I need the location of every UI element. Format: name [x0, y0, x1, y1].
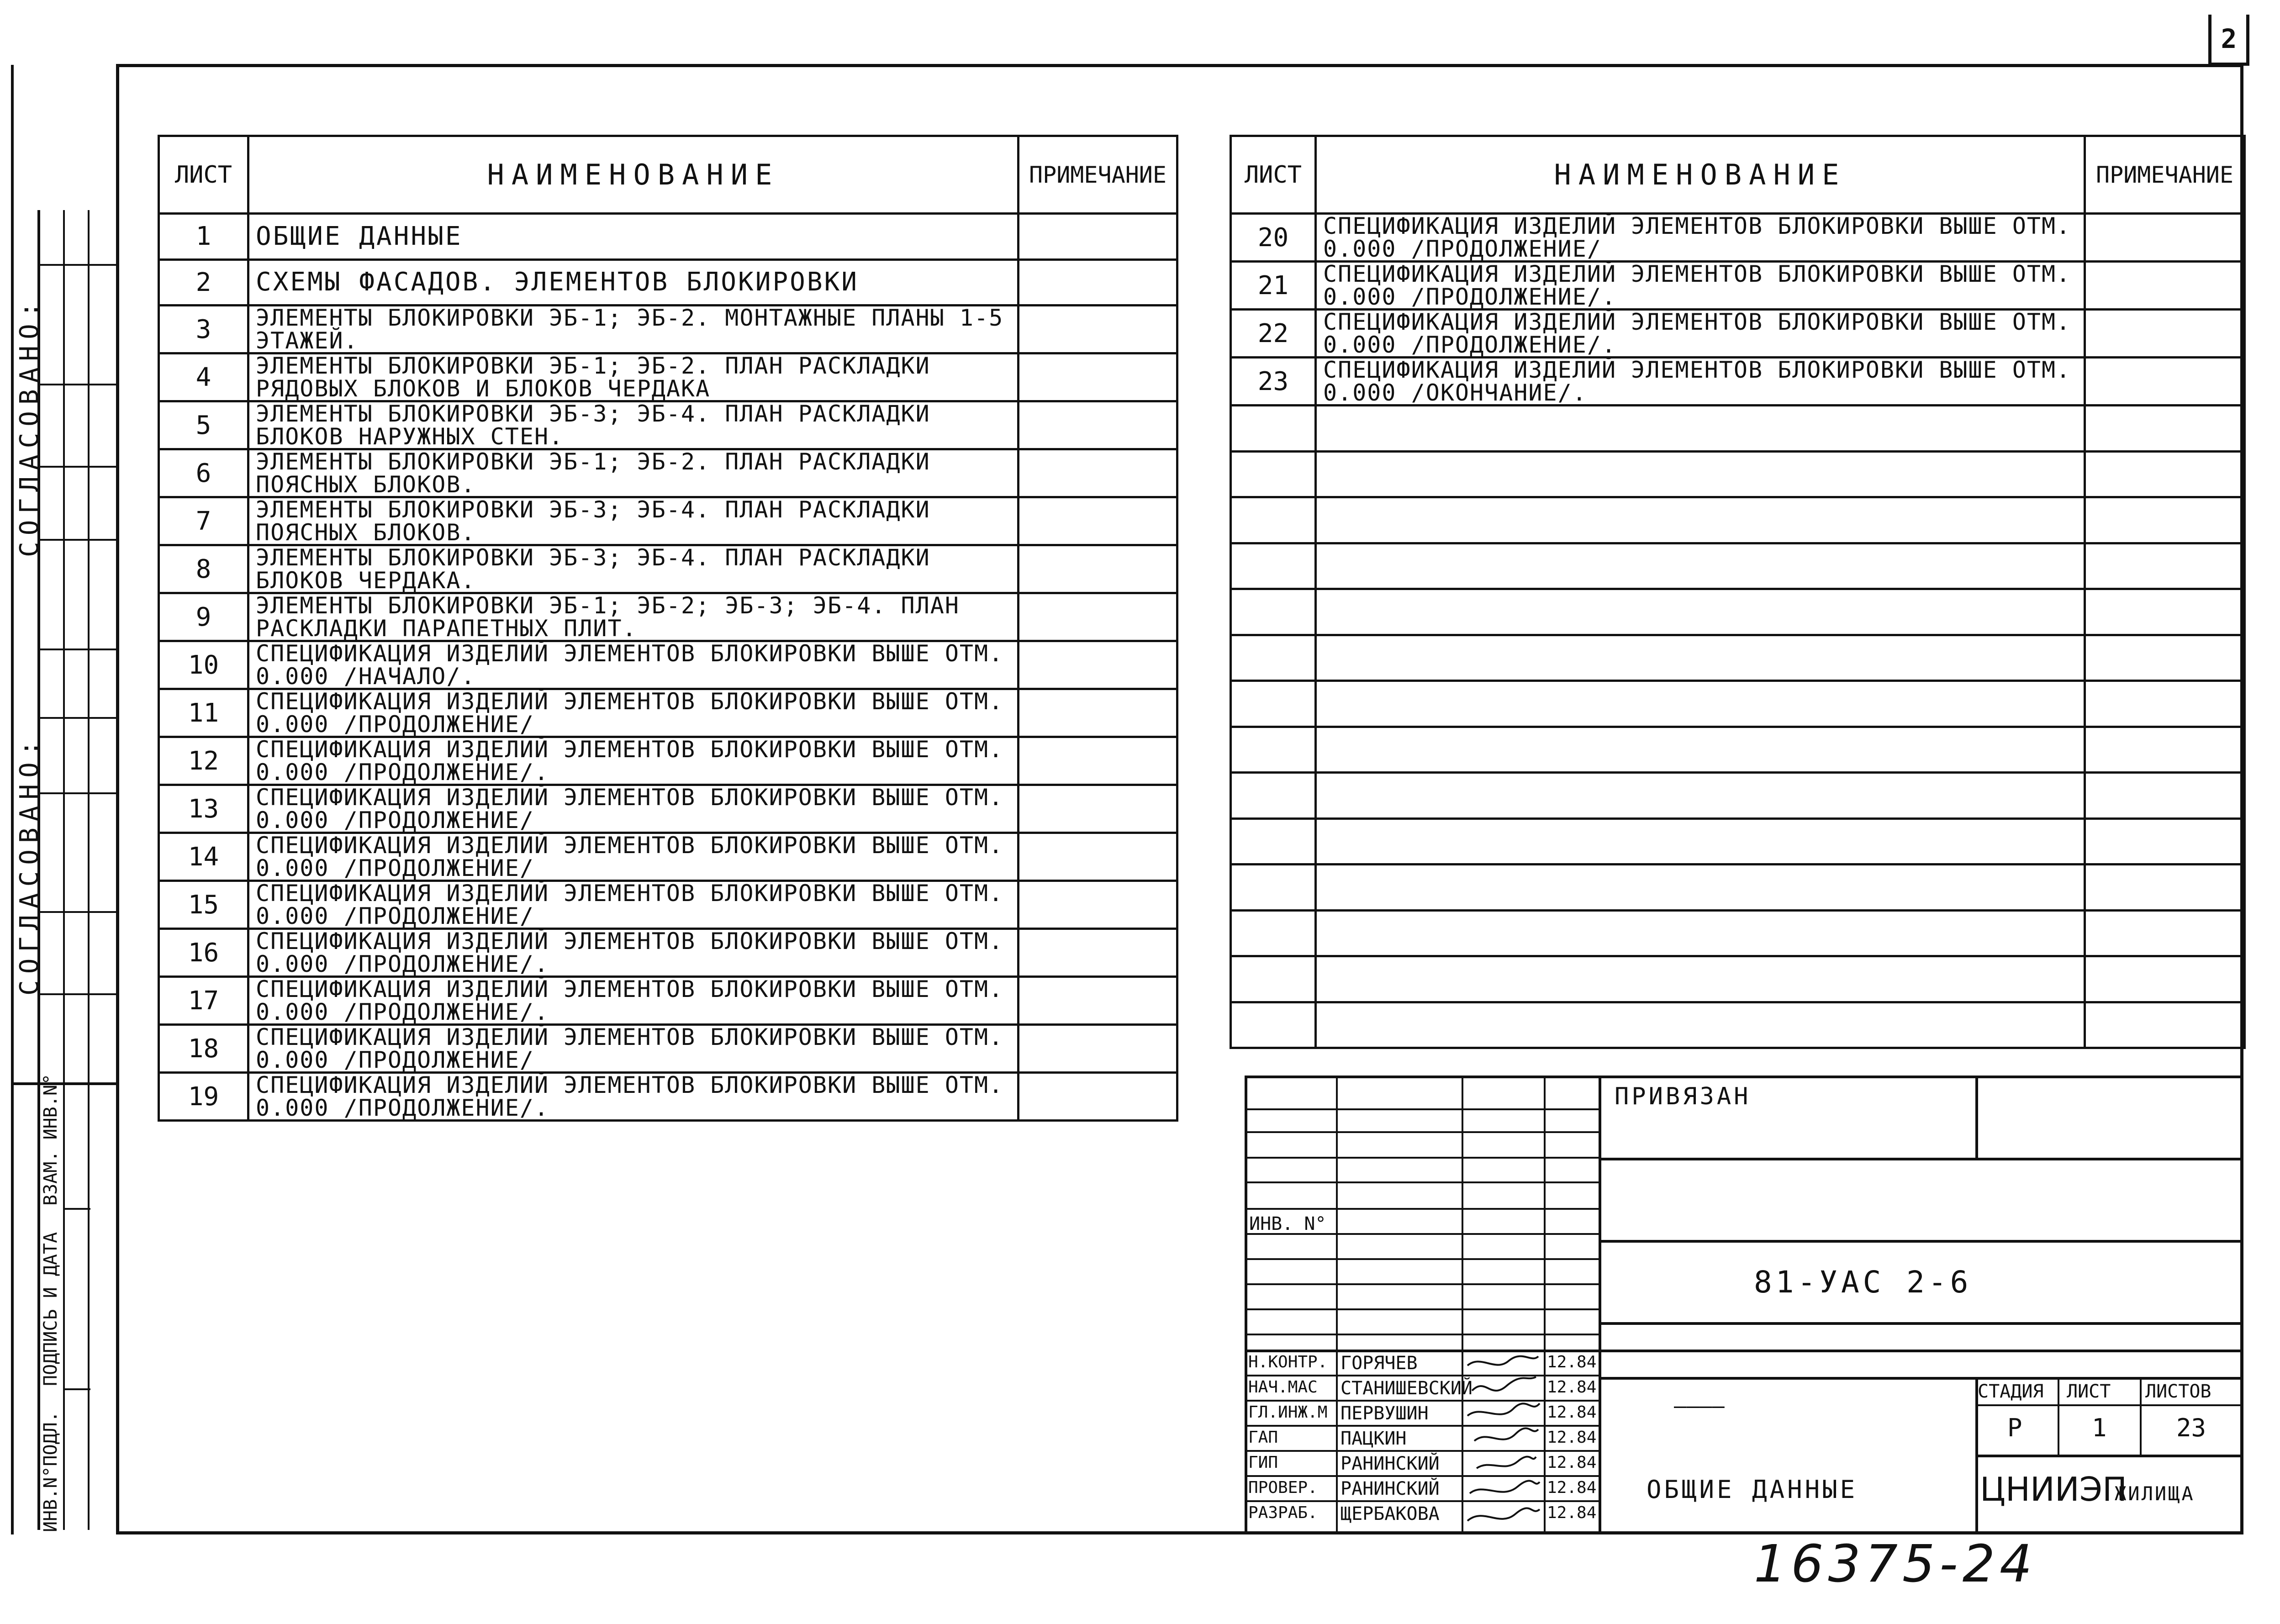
- sheets-label: ЛИСТОВ: [2145, 1381, 2211, 1402]
- sheet-name-cell: ЭЛЕМЕНТЫ БЛОКИРОВКИ ЭБ-1; ЭБ-2. МОНТАЖНЫЕ ПЛАНЫ 1-5 ЭТАЖЕЙ.: [248, 306, 1019, 353]
- empty-row: [1231, 406, 2245, 452]
- header-name: НАИМЕНОВАНИЕ: [248, 136, 1019, 214]
- staff-role: ГИП: [1248, 1453, 1278, 1472]
- sheet-name-cell: СПЕЦИФИКАЦИЯ ИЗДЕЛИЙ ЭЛЕМЕНТОВ БЛОКИРОВКИ ВЫШЕ ОТМ. 0.000 /ПРОДОЛЖЕНИЕ/: [248, 689, 1019, 737]
- empty-cell: [1231, 1002, 1316, 1048]
- empty-cell: [2085, 635, 2245, 681]
- sheet-number-cell: 4: [159, 353, 248, 401]
- sheet-title: ОБЩИЕ ДАННЫЕ: [1647, 1475, 1858, 1504]
- table-row: [159, 497, 1177, 545]
- empty-cell: [1316, 1002, 2085, 1048]
- table-row: [159, 593, 1177, 641]
- sheet-name-cell: СПЕЦИФИКАЦИЯ ИЗДЕЛИЙ ЭЛЕМЕНТОВ БЛОКИРОВКИ ВЫШЕ ОТМ. 0.000 /ПРОДОЛЖЕНИЕ/: [1316, 214, 2085, 262]
- staff-name: СТАНИШЕВСКИЙ: [1341, 1378, 1472, 1399]
- table-row: [159, 641, 1177, 689]
- dash-placeholder: ————: [1674, 1393, 1725, 1418]
- sheet-value: 1: [2092, 1413, 2107, 1442]
- empty-row: [1231, 727, 2245, 773]
- sheet-name-cell: СПЕЦИФИКАЦИЯ ИЗДЕЛИЙ ЭЛЕМЕНТОВ БЛОКИРОВКИ ВЫШЕ ОТМ. 0.000 /ПРОДОЛЖЕНИЕ/: [248, 1025, 1019, 1073]
- empty-cell: [2085, 818, 2245, 865]
- empty-cell: [1231, 910, 1316, 956]
- sheet-name-cell: ЭЛЕМЕНТЫ БЛОКИРОВКИ ЭБ-3; ЭБ-4. ПЛАН РАСКЛАДКИ БЛОКОВ ЧЕРДАКА.: [248, 545, 1019, 593]
- note-cell: [1019, 259, 1177, 306]
- stage-label: СТАДИЯ: [1978, 1381, 2044, 1402]
- staff-date: 12.84: [1547, 1353, 1597, 1371]
- header-note: ПРИМЕЧАНИЕ: [1019, 136, 1177, 214]
- table-row: [159, 689, 1177, 737]
- empty-row: [1231, 681, 2245, 727]
- table-row: [159, 214, 1177, 260]
- staff-role: ГАП: [1248, 1428, 1278, 1447]
- staff-name: ПАЦКИН: [1341, 1428, 1407, 1449]
- note-cell: [2085, 358, 2245, 406]
- empty-row: [1231, 956, 2245, 1002]
- staff-role: ПРОВЕР.: [1248, 1478, 1318, 1497]
- staff-name: РАНИНСКИЙ: [1341, 1478, 1440, 1499]
- note-cell: [1019, 833, 1177, 881]
- staff-role: РАЗРАБ.: [1248, 1503, 1318, 1522]
- note-cell: [1019, 497, 1177, 545]
- sheet-name-cell: СПЕЦИФИКАЦИЯ ИЗДЕЛИЙ ЭЛЕМЕНТОВ БЛОКИРОВКИ ВЫШЕ ОТМ. 0.000 /ПРОДОЛЖЕНИЕ/: [248, 881, 1019, 929]
- sheet-name-cell: СХЕМЫ ФАСАДОВ. ЭЛЕМЕНТОВ БЛОКИРОВКИ: [248, 259, 1019, 306]
- sheet-list-right: [1230, 135, 2246, 1049]
- empty-cell: [1231, 451, 1316, 497]
- header-sheet: ЛИСТ: [159, 136, 248, 214]
- empty-row: [1231, 635, 2245, 681]
- empty-cell: [1316, 451, 2085, 497]
- empty-cell: [1316, 543, 2085, 589]
- empty-row: [1231, 910, 2245, 956]
- table-header: [1231, 136, 2245, 214]
- empty-row: [1231, 543, 2245, 589]
- staff-date: 12.84: [1547, 1378, 1597, 1397]
- note-cell: [1019, 306, 1177, 353]
- note-cell: [1019, 449, 1177, 497]
- table-row: [159, 929, 1177, 977]
- note-cell: [2085, 310, 2245, 358]
- table-row: [159, 401, 1177, 449]
- sheet-number-cell: 12: [159, 737, 248, 785]
- table-row: [159, 1073, 1177, 1121]
- empty-cell: [1316, 727, 2085, 773]
- empty-row: [1231, 818, 2245, 865]
- table-row: [1231, 262, 2245, 310]
- sheet-name-cell: ЭЛЕМЕНТЫ БЛОКИРОВКИ ЭБ-1; ЭБ-2. ПЛАН РАСКЛАДКИ РЯДОВЫХ БЛОКОВ И БЛОКОВ ЧЕРДАКА: [248, 353, 1019, 401]
- sheet-name-cell: СПЕЦИФИКАЦИЯ ИЗДЕЛИЙ ЭЛЕМЕНТОВ БЛОКИРОВКИ ВЫШЕ ОТМ. 0.000 /ПРОДОЛЖЕНИЕ/.: [248, 977, 1019, 1025]
- note-cell: [1019, 689, 1177, 737]
- empty-cell: [1316, 818, 2085, 865]
- note-cell: [2085, 262, 2245, 310]
- sheet-number-cell: 5: [159, 401, 248, 449]
- signatures: [1463, 1350, 1543, 1532]
- staff-role: НАЧ.МАС: [1248, 1378, 1318, 1397]
- staff-name: РАНИНСКИЙ: [1341, 1453, 1440, 1474]
- empty-cell: [1231, 681, 1316, 727]
- empty-cell: [1316, 956, 2085, 1002]
- table-row: [159, 545, 1177, 593]
- staff-date: 12.84: [1547, 1478, 1597, 1497]
- empty-cell: [1231, 497, 1316, 543]
- sheet-name-cell: ОБЩИЕ ДАННЫЕ: [248, 214, 1019, 260]
- sheet-number-cell: 10: [159, 641, 248, 689]
- sheet-label: ЛИСТ: [2067, 1381, 2111, 1402]
- stage-value: Р: [2007, 1413, 2022, 1442]
- sheet-number: 2: [2208, 15, 2249, 66]
- empty-cell: [1316, 681, 2085, 727]
- empty-cell: [1231, 773, 1316, 819]
- empty-row: [1231, 451, 2245, 497]
- document-code: 81-УАС 2-6: [1754, 1265, 1972, 1300]
- staff-name: ЩЕРБАКОВА: [1341, 1503, 1440, 1524]
- empty-cell: [2085, 773, 2245, 819]
- sheet-name-cell: СПЕЦИФИКАЦИЯ ИЗДЕЛИЙ ЭЛЕМЕНТОВ БЛОКИРОВКИ ВЫШЕ ОТМ. 0.000 /ПРОДОЛЖЕНИЕ/: [248, 785, 1019, 833]
- empty-cell: [1316, 773, 2085, 819]
- staff-date: 12.84: [1547, 1503, 1597, 1522]
- note-cell: [1019, 737, 1177, 785]
- sheet-name-cell: СПЕЦИФИКАЦИЯ ИЗДЕЛИЙ ЭЛЕМЕНТОВ БЛОКИРОВКИ ВЫШЕ ОТМ. 0.000 /ПРОДОЛЖЕНИЕ/.: [1316, 262, 2085, 310]
- empty-cell: [1231, 818, 1316, 865]
- table-row: [159, 259, 1177, 306]
- original-inventory-label: ИНВ.N°ПОДЛ.: [40, 1411, 61, 1532]
- empty-cell: [1316, 910, 2085, 956]
- empty-cell: [1231, 635, 1316, 681]
- attached-label: ПРИВЯЗАН: [1615, 1083, 1751, 1110]
- table-row: [159, 881, 1177, 929]
- sheet-number-cell: 11: [159, 689, 248, 737]
- sheet-list-left: [158, 135, 1178, 1122]
- table-row: [159, 1025, 1177, 1073]
- empty-cell: [2085, 681, 2245, 727]
- sheet-number-cell: 14: [159, 833, 248, 881]
- empty-cell: [1316, 497, 2085, 543]
- sheet-number-cell: 17: [159, 977, 248, 1025]
- sheet-number-cell: 22: [1231, 310, 1316, 358]
- sheet-number-cell: 8: [159, 545, 248, 593]
- organization-main: ЦНИИЭП: [1980, 1470, 2127, 1508]
- note-cell: [1019, 214, 1177, 260]
- empty-cell: [1231, 543, 1316, 589]
- note-cell: [1019, 929, 1177, 977]
- staff-date: 12.84: [1547, 1403, 1597, 1422]
- organization-sub: ЖИЛИЩА: [2115, 1482, 2195, 1505]
- table-row: [159, 785, 1177, 833]
- sheet-name-cell: СПЕЦИФИКАЦИЯ ИЗДЕЛИЙ ЭЛЕМЕНТОВ БЛОКИРОВКИ ВЫШЕ ОТМ. 0.000 /ПРОДОЛЖЕНИЕ/.: [1316, 310, 2085, 358]
- empty-cell: [1316, 865, 2085, 911]
- staff-name: ГОРЯЧЕВ: [1341, 1353, 1418, 1374]
- staff-date: 12.84: [1547, 1428, 1597, 1447]
- signature-date-label: ПОДПИСЬ И ДАТА: [40, 1232, 61, 1386]
- replacement-inventory-label: ВЗАМ. ИНВ.N°: [40, 1074, 61, 1206]
- table-row: [159, 449, 1177, 497]
- note-cell: [1019, 353, 1177, 401]
- note-cell: [1019, 641, 1177, 689]
- title-block: [1245, 1076, 2243, 1532]
- empty-cell: [2085, 865, 2245, 911]
- note-cell: [1019, 1025, 1177, 1073]
- note-cell: [1019, 881, 1177, 929]
- note-cell: [1019, 545, 1177, 593]
- note-cell: [1019, 977, 1177, 1025]
- table-row: [159, 833, 1177, 881]
- sheet-number-cell: 7: [159, 497, 248, 545]
- empty-cell: [1231, 406, 1316, 452]
- sheet-number-cell: 13: [159, 785, 248, 833]
- empty-row: [1231, 497, 2245, 543]
- staff-role: ГЛ.ИНЖ.М: [1248, 1403, 1328, 1422]
- note-cell: [1019, 1073, 1177, 1121]
- sheet-number-cell: 20: [1231, 214, 1316, 262]
- sheet-number-cell: 1: [159, 214, 248, 260]
- empty-row: [1231, 589, 2245, 635]
- empty-cell: [1231, 865, 1316, 911]
- sheet-number-cell: 16: [159, 929, 248, 977]
- table-row: [159, 306, 1177, 353]
- sheet-name-cell: СПЕЦИФИКАЦИЯ ИЗДЕЛИЙ ЭЛЕМЕНТОВ БЛОКИРОВКИ ВЫШЕ ОТМ. 0.000 /ПРОДОЛЖЕНИЕ/: [248, 833, 1019, 881]
- inventory-number-label: ИНВ. N°: [1249, 1213, 1326, 1234]
- empty-row: [1231, 865, 2245, 911]
- sheet-name-cell: СПЕЦИФИКАЦИЯ ИЗДЕЛИЙ ЭЛЕМЕНТОВ БЛОКИРОВКИ ВЫШЕ ОТМ. 0.000 /НАЧАЛО/.: [248, 641, 1019, 689]
- sheet-number-cell: 15: [159, 881, 248, 929]
- empty-cell: [1316, 635, 2085, 681]
- header-name: НАИМЕНОВАНИЕ: [1316, 136, 2085, 214]
- sheet-name-cell: ЭЛЕМЕНТЫ БЛОКИРОВКИ ЭБ-3; ЭБ-4. ПЛАН РАСКЛАДКИ БЛОКОВ НАРУЖНЫХ СТЕН.: [248, 401, 1019, 449]
- empty-cell: [2085, 727, 2245, 773]
- approval-label-top: СОГЛАСОВАНО:: [15, 295, 44, 557]
- table-row: [159, 737, 1177, 785]
- staff-date: 12.84: [1547, 1453, 1597, 1472]
- empty-cell: [2085, 956, 2245, 1002]
- empty-cell: [2085, 1002, 2245, 1048]
- note-cell: [1019, 593, 1177, 641]
- empty-cell: [2085, 589, 2245, 635]
- header-note: ПРИМЕЧАНИЕ: [2085, 136, 2245, 214]
- table-row: [1231, 214, 2245, 262]
- table-row: [1231, 310, 2245, 358]
- sheet-name-cell: СПЕЦИФИКАЦИЯ ИЗДЕЛИЙ ЭЛЕМЕНТОВ БЛОКИРОВКИ ВЫШЕ ОТМ. 0.000 /ПРОДОЛЖЕНИЕ/.: [248, 929, 1019, 977]
- empty-cell: [2085, 910, 2245, 956]
- empty-row: [1231, 1002, 2245, 1048]
- empty-cell: [1316, 589, 2085, 635]
- sheet-number-cell: 23: [1231, 358, 1316, 406]
- sheets-value: 23: [2176, 1413, 2206, 1442]
- empty-row: [1231, 773, 2245, 819]
- empty-cell: [2085, 406, 2245, 452]
- note-cell: [1019, 785, 1177, 833]
- sheet-number-cell: 9: [159, 593, 248, 641]
- sheet-name-cell: ЭЛЕМЕНТЫ БЛОКИРОВКИ ЭБ-1; ЭБ-2; ЭБ-3; ЭБ-4. ПЛАН РАСКЛАДКИ ПАРАПЕТНЫХ ПЛИТ.: [248, 593, 1019, 641]
- empty-cell: [1231, 727, 1316, 773]
- sheet-name-cell: СПЕЦИФИКАЦИЯ ИЗДЕЛИЙ ЭЛЕМЕНТОВ БЛОКИРОВКИ ВЫШЕ ОТМ. 0.000 /ПРОДОЛЖЕНИЕ/.: [248, 1073, 1019, 1121]
- archive-number: 16375-24: [1754, 1534, 2037, 1594]
- header-sheet: ЛИСТ: [1231, 136, 1316, 214]
- sheet-name-cell: ЭЛЕМЕНТЫ БЛОКИРОВКИ ЭБ-1; ЭБ-2. ПЛАН РАСКЛАДКИ ПОЯСНЫХ БЛОКОВ.: [248, 449, 1019, 497]
- sheet-name-cell: СПЕЦИФИКАЦИЯ ИЗДЕЛИЙ ЭЛЕМЕНТОВ БЛОКИРОВКИ ВЫШЕ ОТМ. 0.000 /ПРОДОЛЖЕНИЕ/.: [248, 737, 1019, 785]
- sheet-number-cell: 18: [159, 1025, 248, 1073]
- table-row: [159, 977, 1177, 1025]
- staff-role: Н.КОНТР.: [1248, 1353, 1328, 1371]
- empty-cell: [2085, 497, 2245, 543]
- empty-cell: [1231, 956, 1316, 1002]
- empty-cell: [1316, 406, 2085, 452]
- note-cell: [1019, 401, 1177, 449]
- table-row: [159, 353, 1177, 401]
- side-strip: [13, 210, 119, 1530]
- empty-cell: [2085, 451, 2245, 497]
- empty-cell: [1231, 589, 1316, 635]
- empty-cell: [2085, 543, 2245, 589]
- table-header: [159, 136, 1177, 214]
- sheet-name-cell: СПЕЦИФИКАЦИЯ ИЗДЕЛИЙ ЭЛЕМЕНТОВ БЛОКИРОВКИ ВЫШЕ ОТМ. 0.000 /ОКОНЧАНИЕ/.: [1316, 358, 2085, 406]
- sheet-number-cell: 2: [159, 259, 248, 306]
- sheet-number-cell: 3: [159, 306, 248, 353]
- table-row: [1231, 358, 2245, 406]
- staff-name: ПЕРВУШИН: [1341, 1403, 1429, 1424]
- sheet-number-cell: 21: [1231, 262, 1316, 310]
- note-cell: [2085, 214, 2245, 262]
- approval-label-bottom: СОГЛАСОВАНО:: [15, 734, 44, 996]
- sheet-number-cell: 6: [159, 449, 248, 497]
- sheet-name-cell: ЭЛЕМЕНТЫ БЛОКИРОВКИ ЭБ-3; ЭБ-4. ПЛАН РАСКЛАДКИ ПОЯСНЫХ БЛОКОВ.: [248, 497, 1019, 545]
- sheet-number-cell: 19: [159, 1073, 248, 1121]
